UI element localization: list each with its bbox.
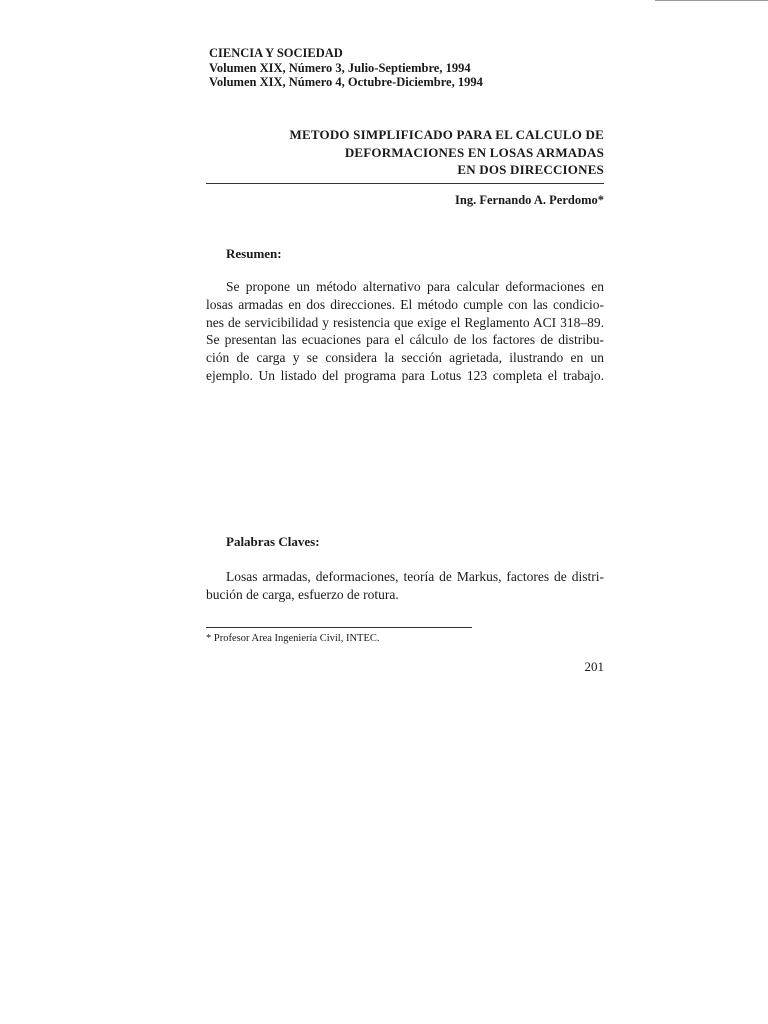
journal-issue-1: Volumen XIX, Número 3, Julio-Septiembre, 1994: [209, 60, 471, 75]
abstract-line: losas armadas en dos direcciones. El método cumple con las condicio-: [206, 296, 604, 312]
abstract-line: nes de servicibilidad y resistencia que exige el Reglamento ACI 318–89.: [206, 314, 604, 330]
article-title: [200, 126, 604, 179]
abstract-line: ción de carga y se considera la sección agrietada, ilustrando en un: [206, 350, 604, 366]
scan-edge-mark: [655, 0, 768, 1]
abstract-line: Se presentan las ecuaciones para el cálculo de los factores de distribu-: [206, 332, 604, 348]
footnote-divider: [206, 627, 472, 628]
abstract-heading: Resumen:: [226, 246, 282, 261]
journal-issue-2: Volumen XIX, Número 4, Octubre-Diciembre, 1994: [209, 75, 483, 89]
journal-name: CIENCIA Y SOCIEDAD: [209, 46, 343, 60]
journal-header: [209, 46, 483, 90]
keywords-body: [206, 568, 604, 604]
title-line: DEFORMACIONES EN LOSAS ARMADAS: [344, 144, 604, 160]
abstract-line: ejemplo. Un listado del programa para Lotus 123 completa el trabajo.: [206, 367, 604, 383]
author-name: Ing. Fernando A. Perdomo*: [455, 193, 604, 207]
title-line: EN DOS DIRECCIONES: [457, 162, 604, 177]
keywords-heading: Palabras Claves:: [226, 534, 320, 549]
keywords-line: Losas armadas, deformaciones, teoría de Markus, factores de distri-: [226, 569, 604, 584]
title-line: METODO SIMPLIFICADO PARA EL CALCULO DE: [289, 127, 604, 142]
title-divider: [206, 183, 604, 184]
page-number: 201: [584, 659, 604, 674]
abstract-body: [206, 278, 604, 385]
keywords-line: bución de carga, esfuerzo de rotura.: [206, 586, 399, 602]
footnote: * Profesor Area Ingeniería Civil, INTEC.: [206, 633, 380, 644]
abstract-line: Se propone un método alternativo para calcular deformaciones en: [226, 279, 604, 294]
